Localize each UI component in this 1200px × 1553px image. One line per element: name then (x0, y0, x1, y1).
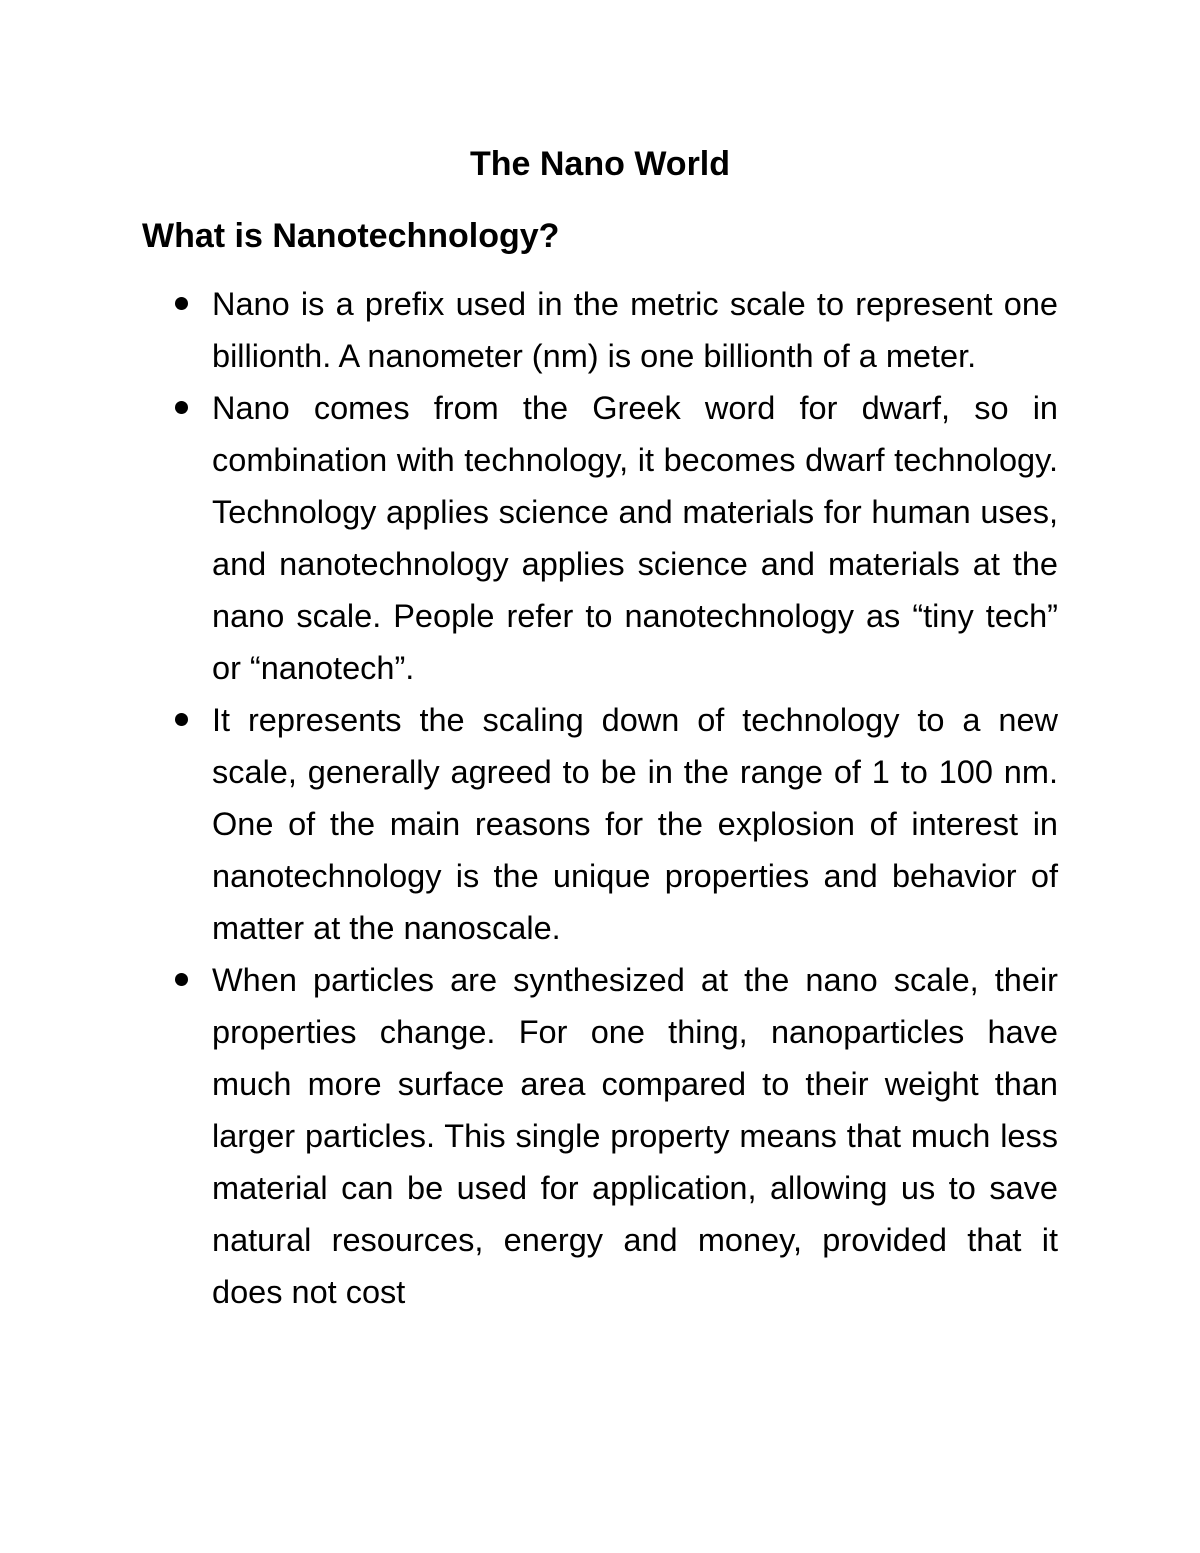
bullet-dot-icon (175, 713, 188, 726)
bullet-text: When particles are synthesized at the nano scale, their properties change. For one thing, nanoparticles have much more surface area compared to their weight than larger particles. This single property means that much less material can be used for application, allowing us to save natural resources, energy and money, provided that it does not cost (212, 962, 1058, 1310)
bullet-item (212, 278, 1058, 382)
section-heading: What is Nanotechnology? (142, 217, 560, 255)
document-title: The Nano World (469, 145, 731, 183)
bullet-list (212, 278, 1058, 1318)
bullet-item (212, 382, 1058, 694)
bullet-dot-icon (175, 973, 188, 986)
bullet-item (212, 954, 1058, 1318)
bullet-text: Nano is a prefix used in the metric scale to represent one billionth. A nanometer (nm) is one billionth of a meter. (212, 286, 1058, 374)
bullet-item (212, 694, 1058, 954)
bullet-text: It represents the scaling down of technology to a new scale, generally agreed to be in the range of 1 to 100 nm. One of the main reasons for the explosion of interest in nanotechnology is the unique properties and behavior of matter at the nanoscale. (212, 702, 1058, 946)
bullet-dot-icon (175, 297, 188, 310)
bullet-dot-icon (175, 401, 188, 414)
bullet-text: Nano comes from the Greek word for dwarf, so in combination with technology, it becomes dwarf technology. Technology applies science and materials for human uses, and nanotechnology applies science and materials at the nano scale. People refer to nanotechnology as “tiny tech” or “nanotech”. (212, 390, 1058, 686)
